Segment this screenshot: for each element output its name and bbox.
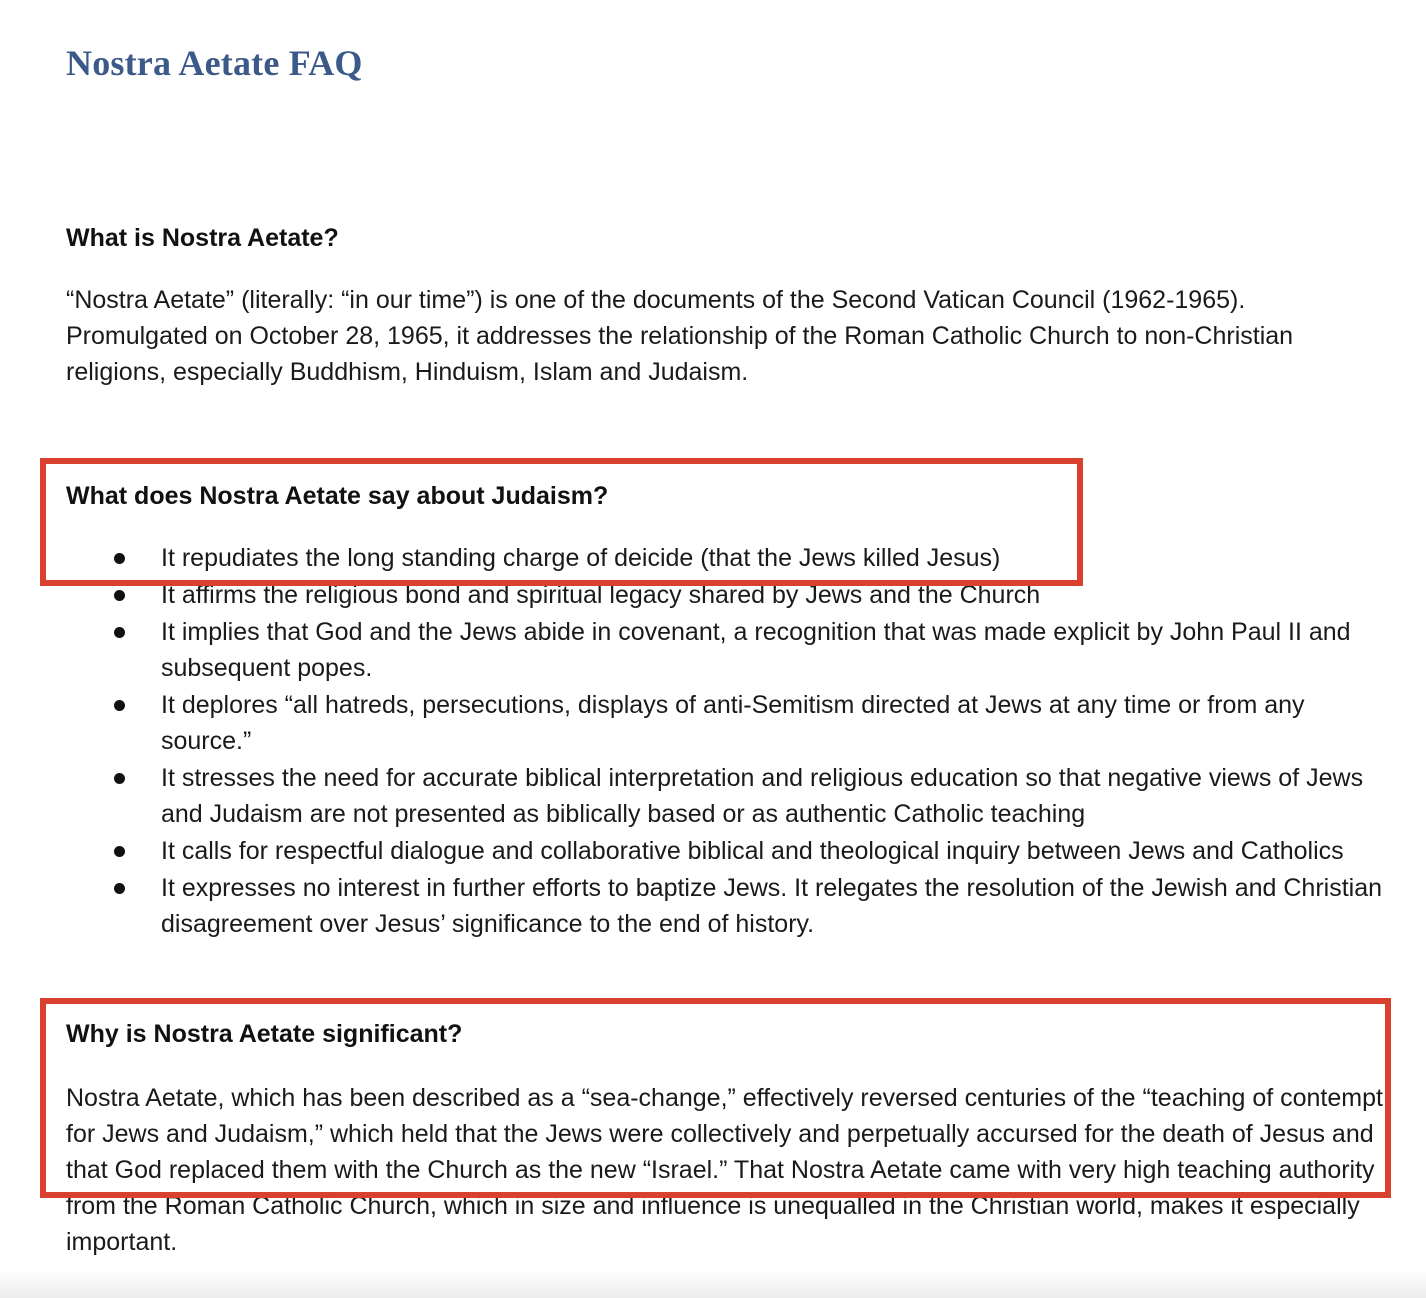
bullet-icon [114,700,125,711]
list-item [0,614,1391,686]
section-body-significance: Nostra Aetate, which has been described as a “sea-change,” effectively reversed centuries of the “teaching of contempt for Jews and Judaism,” which held that the Jews were collectively and perpetually accursed for the death of Jesus and that God replaced them with the Church as the new “Israel.” That Nostra Aetate came with very high teaching authority from the Roman Catholic Church, which in size and influence is unequalled in the Christian world, makes it especially important. [66,1084,1383,1256]
list-item-text: It implies that God and the Jews abide in covenant, a recognition that was made explicit by John Paul II and subsequent popes. [161,618,1351,682]
document-title: Nostra Aetate FAQ [66,43,363,83]
list-item [0,833,1391,869]
list-item-text: It expresses no interest in further efforts to baptize Jews. It relegates the resolution of the Jewish and Christian disagreement over Jesus’ significance to the end of history. [161,874,1383,938]
list-item [0,577,1391,613]
list-item-text: It repudiates the long standing charge of deicide (that the Jews killed Jesus) [161,544,1001,572]
list-item [0,540,1391,576]
bullet-icon [114,846,125,857]
bullet-icon [114,590,125,601]
section-body-what-is: “Nostra Aetate” (literally: “in our time”) is one of the documents of the Second Vatican Council (1962-1965). Promulgated on October 28, 1965, it addresses the relationship of the Roman Catholic Church to non-Christian religions, especially Buddhism, Hinduism, Islam and Judaism. [66,286,1294,386]
list-item-text: It stresses the need for accurate biblical interpretation and religious education so that negative views of Jews and Judaism are not presented as biblically based or as authentic Catholic teaching [161,764,1364,828]
list-item [0,760,1391,832]
list-item-text: It affirms the religious bond and spiritual legacy shared by Jews and the Church [161,581,1041,609]
section-heading-what-is: What is Nostra Aetate? [66,224,339,252]
list-item-text: It calls for respectful dialogue and collaborative biblical and theological inquiry between Jews and Catholics [161,837,1344,865]
bullet-icon [114,883,125,894]
section-heading-judaism: What does Nostra Aetate say about Judaism? [66,482,609,510]
list-item-text: It deplores “all hatreds, persecutions, displays of anti-Semitism directed at Jews at any time or from any source.” [161,691,1305,755]
page-bottom-edge [0,1270,1426,1298]
bullet-icon [114,627,125,638]
list-item [0,687,1391,759]
list-item [0,870,1391,942]
section-heading-significance: Why is Nostra Aetate significant? [66,1020,463,1048]
bullet-icon [114,773,125,784]
bullet-icon [114,553,125,564]
judaism-bullet-list [0,540,1426,943]
